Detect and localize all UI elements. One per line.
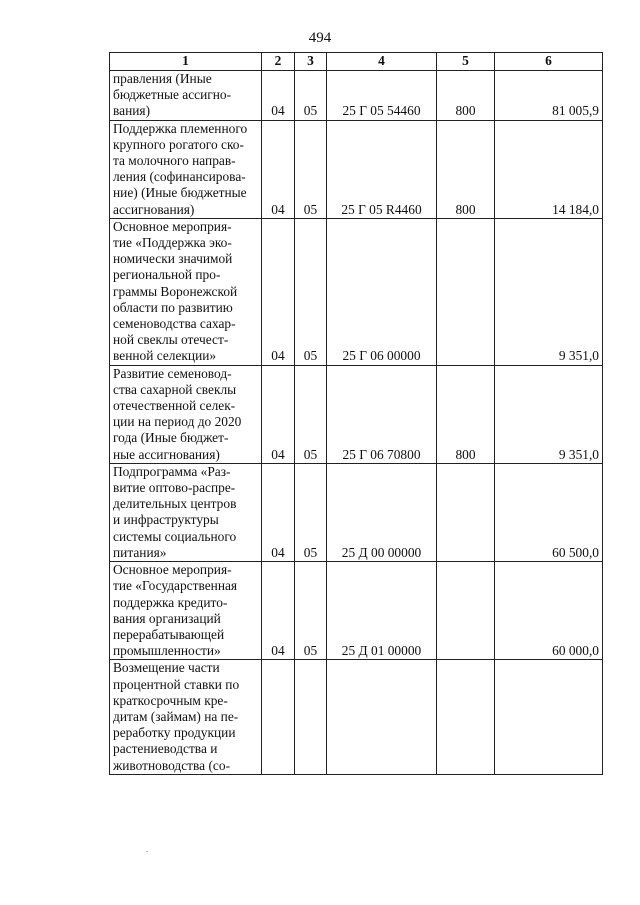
subsection-code-cell: 05 <box>295 71 327 121</box>
amount-cell: 9 351,0 <box>495 218 603 365</box>
target-article-cell: 25 Г 05 R4460 <box>327 120 437 218</box>
column-header-5: 5 <box>437 53 495 71</box>
subsection-code-cell: 05 <box>295 365 327 463</box>
column-header-6: 6 <box>495 53 603 71</box>
row-name-cell: Развитие семеновод- ства сахарной свеклы отечественной селек- ции на период до 2020 года (Иные бюджет- ные ассигнования) <box>110 365 262 463</box>
target-article-cell <box>327 660 437 774</box>
subsection-code-cell: 05 <box>295 120 327 218</box>
page-number: 494 <box>308 30 332 46</box>
budget-table <box>109 52 603 775</box>
table-row <box>110 463 603 561</box>
expense-type-cell: 800 <box>437 120 495 218</box>
row-name-cell: Основное мероприя- тие «Государственная поддержка кредито- вания организаций перерабатывающей промышленности» <box>110 562 262 660</box>
table-row <box>110 218 603 365</box>
target-article-cell: 25 Г 05 54460 <box>327 71 437 121</box>
section-code-cell: 04 <box>262 120 295 218</box>
row-name-cell: Возмещение части процентной ставки по краткосрочным кре- дитам (займам) на пе- реработку продукции растениеводства и животноводства (со- <box>110 660 262 774</box>
amount-cell: 60 000,0 <box>495 562 603 660</box>
table-header-row <box>110 53 603 71</box>
row-name-cell: Основное мероприя- тие «Поддержка эко- номически значимой региональной про- граммы Воронежской области по развитию семеноводства сахар- ной свеклы отечест- венной селекции» <box>110 218 262 365</box>
target-article-cell: 25 Г 06 70800 <box>327 365 437 463</box>
row-name-cell: правления (Иные бюджетные ассигно- вания) <box>110 71 262 121</box>
column-header-4: 4 <box>327 53 437 71</box>
table-row <box>110 365 603 463</box>
table-row <box>110 562 603 660</box>
expense-type-cell: 800 <box>437 365 495 463</box>
subsection-code-cell: 05 <box>295 463 327 561</box>
section-code-cell: 04 <box>262 562 295 660</box>
expense-type-cell <box>437 660 495 774</box>
amount-cell: 81 005,9 <box>495 71 603 121</box>
column-header-2: 2 <box>262 53 295 71</box>
expense-type-cell <box>437 218 495 365</box>
table-row <box>110 71 603 121</box>
subsection-code-cell <box>295 660 327 774</box>
amount-cell: 9 351,0 <box>495 365 603 463</box>
expense-type-cell <box>437 463 495 561</box>
target-article-cell: 25 Г 06 00000 <box>327 218 437 365</box>
target-article-cell: 25 Д 01 00000 <box>327 562 437 660</box>
target-article-cell: 25 Д 00 00000 <box>327 463 437 561</box>
expense-type-cell <box>437 562 495 660</box>
amount-cell: 60 500,0 <box>495 463 603 561</box>
section-code-cell <box>262 660 295 774</box>
expense-type-cell: 800 <box>437 71 495 121</box>
row-name-cell: Поддержка племенного крупного рогатого ско- та молочного направ- ления (софинансирова- ние) (Иные бюджетные ассигнования) <box>110 120 262 218</box>
table-row <box>110 660 603 774</box>
subsection-code-cell: 05 <box>295 562 327 660</box>
column-header-1: 1 <box>110 53 262 71</box>
section-code-cell: 04 <box>262 463 295 561</box>
amount-cell: 14 184,0 <box>495 120 603 218</box>
row-name-cell: Подпрограмма «Раз- витие оптово-распре- делительных центров и инфраструктуры системы социального питания» <box>110 463 262 561</box>
subsection-code-cell: 05 <box>295 218 327 365</box>
table-row <box>110 120 603 218</box>
section-code-cell: 04 <box>262 218 295 365</box>
section-code-cell: 04 <box>262 71 295 121</box>
section-code-cell: 04 <box>262 365 295 463</box>
column-header-3: 3 <box>295 53 327 71</box>
scan-speck <box>146 851 148 852</box>
amount-cell <box>495 660 603 774</box>
